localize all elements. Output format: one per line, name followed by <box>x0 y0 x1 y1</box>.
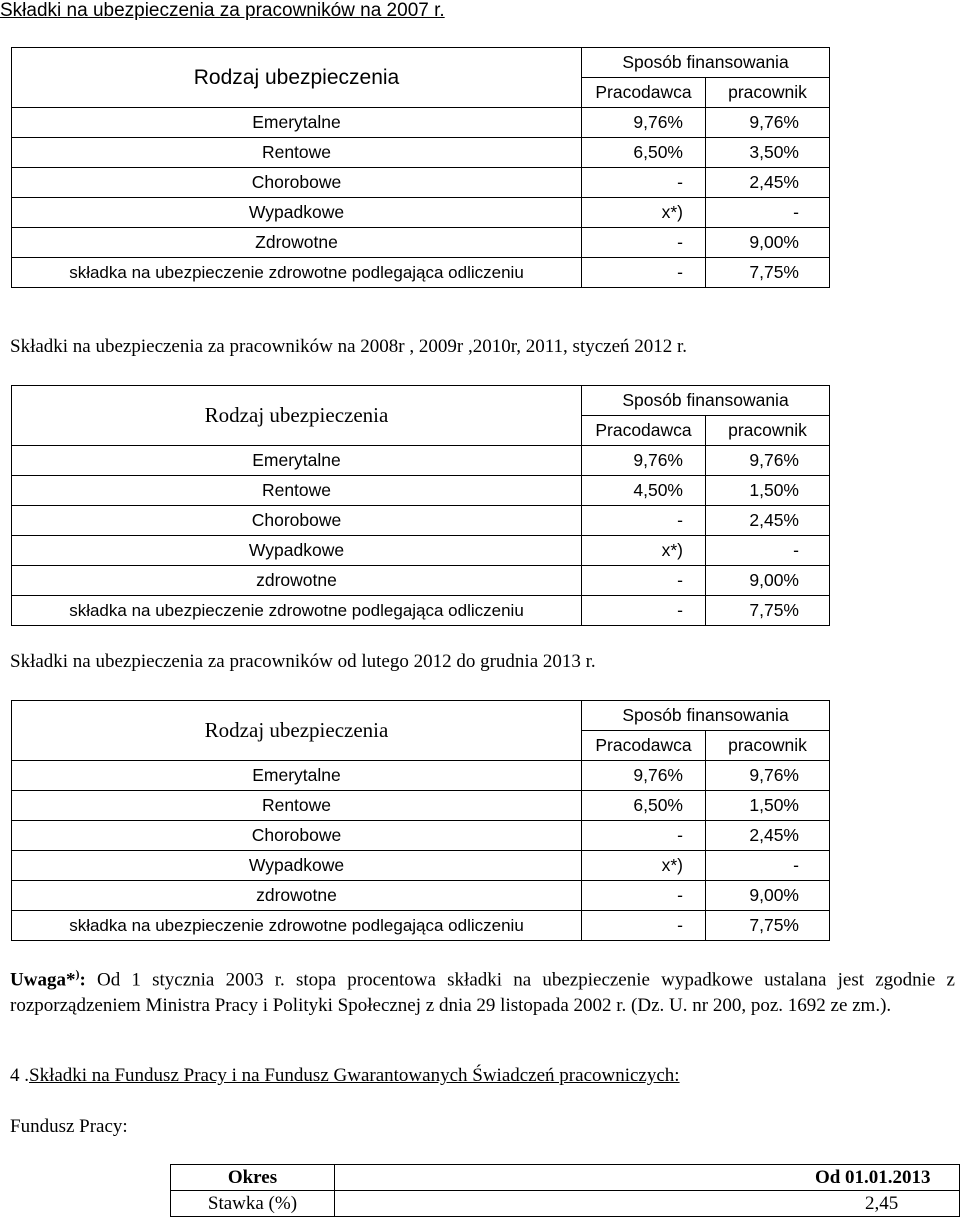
row-employee: 9,76% <box>706 108 830 138</box>
note-colon: : <box>79 969 86 991</box>
row-employee: 1,50% <box>706 476 830 506</box>
header-employer: Pracodawca <box>582 416 706 446</box>
fund-table <box>170 1164 960 1217</box>
row-employer: - <box>582 911 706 941</box>
header-employer: Pracodawca <box>582 731 706 761</box>
header-type: Rodzaj ubezpieczenia <box>12 386 582 446</box>
header-type: Rodzaj ubezpieczenia <box>12 48 582 108</box>
row-type: Rentowe <box>12 476 582 506</box>
row-employer: 4,50% <box>582 476 706 506</box>
row-type: Wypadkowe <box>12 536 582 566</box>
row-type: Rentowe <box>12 138 582 168</box>
table-row <box>12 821 830 851</box>
table-row <box>12 506 830 536</box>
row-type: Wypadkowe <box>12 198 582 228</box>
table-row <box>12 851 830 881</box>
insurance-table-2012 <box>11 700 830 941</box>
heading-2012: Składki na ubezpieczenia za pracowników od lutego 2012 do grudnia 2013 r. <box>10 651 596 672</box>
table-row <box>12 168 830 198</box>
row-employee: 9,76% <box>706 446 830 476</box>
row-employee: 7,75% <box>706 911 830 941</box>
section-number: 4 . <box>10 1065 29 1086</box>
header-employee: pracownik <box>706 731 830 761</box>
row-type: Zdrowotne <box>12 228 582 258</box>
row-employer: - <box>582 228 706 258</box>
row-employee: - <box>706 851 830 881</box>
row-type: Emerytalne <box>12 108 582 138</box>
heading-2007: Składki na ubezpieczenia za pracowników na 2007 r. <box>0 0 445 21</box>
note-paragraph <box>10 961 955 1019</box>
row-employer: - <box>582 168 706 198</box>
section-title: Składki na Fundusz Pracy i na Fundusz Gwarantowanych Świadczeń pracowniczych: <box>29 1065 680 1086</box>
row-employer: - <box>582 258 706 288</box>
table-row <box>12 536 830 566</box>
table-row <box>12 138 830 168</box>
row-type: Emerytalne <box>12 446 582 476</box>
table-row <box>12 476 830 506</box>
row-type: Wypadkowe <box>12 851 582 881</box>
table-row <box>12 198 830 228</box>
table-row <box>12 228 830 258</box>
row-employer: 6,50% <box>582 791 706 821</box>
row-employee: - <box>706 536 830 566</box>
row-type: zdrowotne <box>12 881 582 911</box>
table-row <box>12 791 830 821</box>
insurance-table-2008 <box>11 385 830 626</box>
row-employee: 2,45% <box>706 168 830 198</box>
row-type: Chorobowe <box>12 506 582 536</box>
row-type: zdrowotne <box>12 566 582 596</box>
row-employer: - <box>582 821 706 851</box>
note-sup: ) <box>75 967 80 981</box>
note-label: Uwaga* <box>10 969 76 991</box>
fund-period-header: Okres <box>171 1165 335 1191</box>
row-employee: 2,45% <box>706 821 830 851</box>
row-employer: 6,50% <box>582 138 706 168</box>
row-employer: 9,76% <box>582 108 706 138</box>
row-employer: x*) <box>582 536 706 566</box>
row-employee: 7,75% <box>706 258 830 288</box>
header-financing: Sposób finansowania <box>582 386 830 416</box>
table-row <box>12 566 830 596</box>
fundusz-pracy-label: Fundusz Pracy: <box>10 1116 128 1137</box>
row-type: Rentowe <box>12 791 582 821</box>
row-employer: x*) <box>582 851 706 881</box>
table-row <box>12 596 830 626</box>
header-financing: Sposób finansowania <box>582 48 830 78</box>
row-employer: - <box>582 596 706 626</box>
row-employer: 9,76% <box>582 446 706 476</box>
row-employee: 2,45% <box>706 506 830 536</box>
fund-date-header: Od 01.01.2013 <box>334 1165 959 1191</box>
row-employee: 9,00% <box>706 881 830 911</box>
heading-2008: Składki na ubezpieczenia za pracowników na 2008r , 2009r ,2010r, 2011, styczeń 2012 r. <box>10 336 688 357</box>
fund-rate-label: Stawka (%) <box>171 1191 335 1217</box>
header-type: Rodzaj ubezpieczenia <box>12 701 582 761</box>
table-row <box>12 911 830 941</box>
row-employer: 9,76% <box>582 761 706 791</box>
row-employee: 7,75% <box>706 596 830 626</box>
row-employer: - <box>582 506 706 536</box>
row-employee: 3,50% <box>706 138 830 168</box>
table-row <box>12 881 830 911</box>
row-employee: - <box>706 198 830 228</box>
row-employer: x*) <box>582 198 706 228</box>
row-employee: 9,00% <box>706 566 830 596</box>
header-employer: Pracodawca <box>582 78 706 108</box>
table-row <box>12 446 830 476</box>
table-row <box>12 258 830 288</box>
note-text: Od 1 stycznia 2003 r. stopa procentowa składki na ubezpieczenie wypadkowe ustalana jest zgodnie z rozporządzeniem Ministra Pracy i Polityki Społecznej z dnia 29 listopada 2002 r. (Dz. U. nr 200, poz. 1692 ze zm.). <box>10 969 955 1017</box>
row-employer: - <box>582 881 706 911</box>
table-row <box>12 108 830 138</box>
header-employee: pracownik <box>706 416 830 446</box>
section-4-heading <box>10 1064 680 1088</box>
row-type: składka na ubezpieczenie zdrowotne podlegająca odliczeniu <box>12 258 582 288</box>
table-row <box>12 761 830 791</box>
row-employer: - <box>582 566 706 596</box>
header-employee: pracownik <box>706 78 830 108</box>
row-employee: 9,00% <box>706 228 830 258</box>
row-type: składka na ubezpieczenie zdrowotne podlegająca odliczeniu <box>12 911 582 941</box>
row-employee: 9,76% <box>706 761 830 791</box>
fund-rate-value: 2,45 <box>334 1191 959 1217</box>
row-type: Chorobowe <box>12 821 582 851</box>
insurance-table-2007 <box>11 47 830 288</box>
row-type: Chorobowe <box>12 168 582 198</box>
row-type: składka na ubezpieczenie zdrowotne podlegająca odliczeniu <box>12 596 582 626</box>
header-financing: Sposób finansowania <box>582 701 830 731</box>
row-employee: 1,50% <box>706 791 830 821</box>
row-type: Emerytalne <box>12 761 582 791</box>
